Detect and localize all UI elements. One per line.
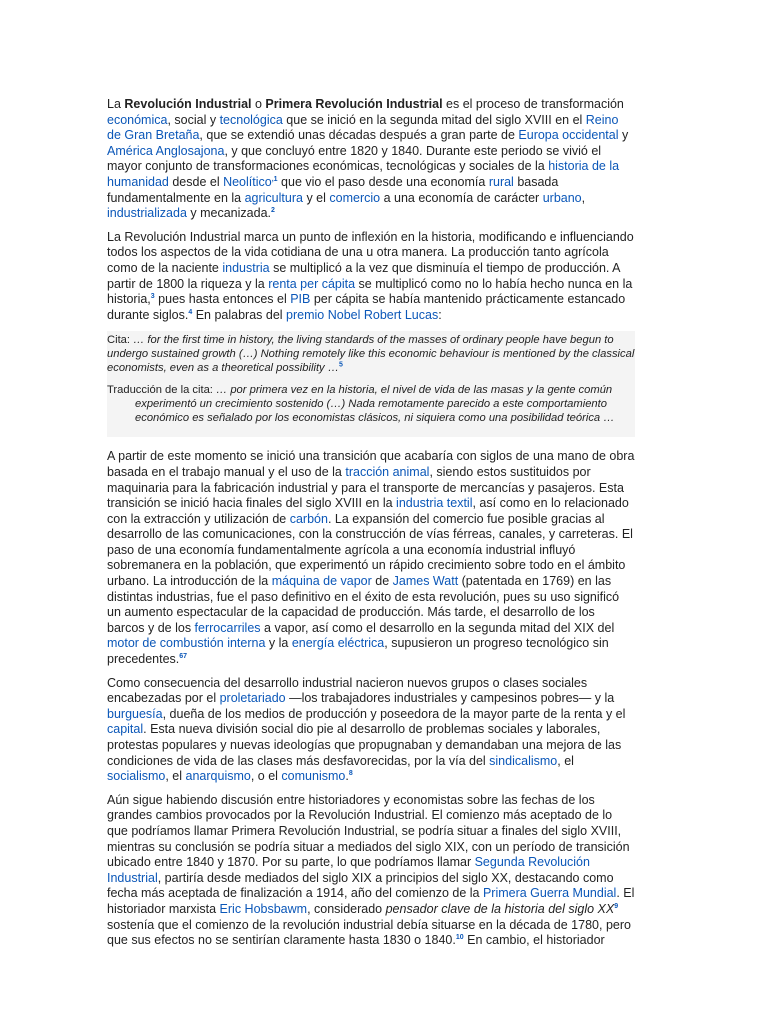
link-industrializada[interactable]: industrializada: [107, 206, 187, 221]
link-urbano[interactable]: urbano: [542, 190, 582, 205]
link-rural[interactable]: rural: [488, 174, 514, 189]
link-traccion-animal[interactable]: tracción animal: [345, 464, 430, 479]
text: y la: [265, 636, 292, 651]
paragraph-intro: [107, 97, 635, 222]
link-historia-humanidad[interactable]: historia de la humanidad: [107, 159, 620, 189]
reference-marker[interactable]: 4: [188, 308, 193, 316]
quote-translation: [107, 383, 635, 425]
reference-marker[interactable]: 2: [271, 207, 275, 214]
reference-marker[interactable]: 67: [179, 652, 188, 660]
link-carbon[interactable]: carbón: [289, 511, 328, 526]
link-reino-gran-bretana[interactable]: Reino de Gran Bretaña: [107, 112, 619, 143]
link-capital[interactable]: capital: [107, 722, 144, 737]
article-body: [107, 97, 635, 957]
text: basada fundamentalmente en la: [107, 174, 559, 205]
text: , o el: [250, 769, 282, 784]
reference-marker[interactable]: 10: [455, 933, 464, 941]
text: Como consecuencia del desarrollo industrial nacieron nuevos grupos o clases sociales encabezadas por el: [107, 675, 588, 706]
text: sostenía que el comienzo de la revolución industrial debía situarse en la década de 1780, pero que sus efectos no se sentirían claramente hasta 1830 o 1840.: [107, 917, 631, 948]
link-neolitico[interactable]: Neolítico: [223, 174, 272, 189]
text: , que se extendió unas décadas después a gran parte de: [199, 128, 519, 143]
text: En cambio, el historiador: [463, 933, 605, 948]
text: o: [251, 97, 266, 111]
text: se multiplicó como no lo había hecho nunca en la historia,: [107, 276, 633, 307]
text: que se inició en la segunda mitad del siglo XVIII en el: [282, 112, 586, 127]
text: —los trabajadores industriales y campesinos pobres— y la: [285, 691, 615, 706]
text: de: [371, 574, 393, 589]
link-energia-electrica[interactable]: energía eléctrica: [291, 636, 385, 651]
text: , partiría desde mediados del siglo XIX a principios del siglo XX, destacando como fecha más aceptada de finalización a 1914, año del comienzo de la: [107, 870, 614, 901]
text: , así como en lo relacionado con la extracción y utilización de: [107, 496, 629, 526]
quote-label: Cita:: [107, 334, 134, 347]
link-socialismo[interactable]: socialismo: [107, 769, 166, 784]
reference-marker[interactable]: ,1: [271, 175, 278, 183]
paragraph-clases-sociales: [107, 676, 635, 785]
text: , y que concluyó entre 1820 y 1840. Durante este periodo se vivió el mayor conjunto de transformaciones económicas, tecnológicas y sociales de la: [107, 143, 602, 174]
translation-text: … por primera vez en la historia, el nivel de vida de las masas y la gente común: [216, 384, 613, 397]
link-eric-hobsbawm[interactable]: Eric Hobsbawm: [219, 901, 308, 916]
reference-marker[interactable]: 9: [614, 902, 619, 910]
reference-marker[interactable]: 5: [338, 361, 343, 369]
link-primera-guerra-mundial[interactable]: Primera Guerra Mundial: [482, 886, 617, 901]
link-europa-occidental[interactable]: Europa occidental: [518, 128, 619, 143]
text: , social y: [167, 112, 220, 127]
text: . La expansión del comercio fue posible gracias al desarrollo de las comunicaciones, con la construcción de vías férreas, canales, y carreteras. El paso de una economía fundamentalmente agrícola a una economía industrial influyó sobremanera en la población, que experimentó un rápido crecimiento sobre todo en el ámbito urbano. La introducción de la: [107, 511, 633, 589]
link-comercio[interactable]: comercio: [329, 190, 381, 205]
link-industria[interactable]: industria: [222, 260, 270, 275]
text: que vio el paso desde una economía: [277, 174, 489, 189]
text: En palabras del: [192, 307, 287, 322]
text: (patentada en 1769) en las distintas industrias, fue el paso definitivo en el éxito de esta revolución, pues su uso significó un aumento espectacular de la capacidad de producción. Más tarde, el desarrollo de los barcos y de los: [107, 574, 620, 635]
link-industria-textil[interactable]: industria textil: [396, 496, 473, 511]
link-motor-combustion[interactable]: motor de combustión interna: [107, 636, 266, 651]
text: pues hasta entonces el: [154, 292, 291, 307]
text: La: [107, 97, 125, 111]
text: y: [618, 128, 629, 143]
paragraph-fechas: [107, 793, 635, 949]
link-sindicalismo[interactable]: sindicalismo: [489, 753, 558, 768]
link-agricultura[interactable]: agricultura: [244, 190, 303, 205]
text: , el: [557, 753, 574, 768]
bold-term: Primera Revolución Industrial: [265, 97, 443, 111]
link-economica[interactable]: económica: [107, 112, 168, 127]
link-robert-lucas[interactable]: premio Nobel Robert Lucas: [286, 307, 439, 322]
paragraph-inflexion: [107, 230, 635, 324]
paragraph-transicion: [107, 449, 635, 667]
text: a vapor, así como el desarrollo en la segunda mitad del XIX del: [260, 620, 615, 635]
link-america-anglosajona[interactable]: América Anglosajona: [107, 143, 225, 158]
text: desde el: [168, 174, 224, 189]
link-james-watt[interactable]: James Watt: [392, 574, 459, 589]
link-ferrocarriles[interactable]: ferrocarriles: [194, 620, 261, 635]
text: es el proceso de transformación: [442, 97, 624, 111]
italic-phrase: pensador clave de la historia del siglo XX: [385, 901, 615, 916]
text: y mecanizada.: [186, 206, 271, 221]
reference-marker[interactable]: 8: [348, 770, 353, 778]
text: :: [438, 307, 442, 322]
text: . Esta nueva división social dio pie al desarrollo de problemas sociales y laborales, protestas populares y nuevas ideologías que propugnaban y demandaban una mejora de las condiciones de vida de las clases más desfavorecidas, por la vía del: [107, 722, 622, 768]
link-proletariado[interactable]: proletariado: [219, 691, 286, 706]
link-anarquismo[interactable]: anarquismo: [185, 769, 251, 784]
text: , el: [165, 769, 186, 784]
link-burguesia[interactable]: burguesía: [107, 706, 163, 721]
text: , siendo estos sustituidos por maquinaria para la fabricación industrial y para el transporte de mercancías y pasajeros. Esta transición se inició hacia finales del siglo XVIII en la: [107, 464, 624, 511]
quote-box: [107, 331, 635, 437]
text: Aún sigue habiendo discusión entre historiadores y economistas sobre las fechas de los grandes cambios provocados por la Revolución Industrial. El comienzo más aceptado de lo que podríamos llamar Primera Revolución Industrial, se podría situar a finales del siglo XVIII, mientras su conclusión se podría situar a mediados del siglo XIX, con un período de transición ubicado entre 1840 y 1870. Por su parte, lo que podríamos llamar: [107, 792, 630, 870]
quote-original: [107, 333, 635, 375]
quote-text: … for the first time in history, the living standards of the masses of ordinary people have begun to undergo sustained growth (…) Nothing remotely like this economic behaviour is mentioned by the classical economists, even as a theoretical possibility …: [107, 334, 635, 375]
text: y el: [302, 190, 330, 205]
text: a una economía de carácter: [380, 190, 543, 205]
translation-text: experimentó un crecimiento sostenido (…) Nada remotamente parecido a este comportamiento económico es señalado por los economistas clásicos, ni siquiera como una posibilidad teórica …: [135, 398, 615, 425]
text: , considerado: [307, 901, 386, 916]
link-maquina-de-vapor[interactable]: máquina de vapor: [271, 574, 372, 589]
text: La Revolución Industrial marca un punto de inflexión en la historia, modificando e influenciando todos los aspectos de la vida cotidiana de una u otra manera. La producción tanto agrícola como de la naciente: [107, 229, 634, 275]
text: .: [345, 769, 349, 784]
reference-marker[interactable]: 3: [150, 292, 155, 300]
link-segunda-revolucion[interactable]: Segunda Revolución Industrial: [107, 855, 590, 885]
text: se multiplicó a la vez que disminuía el tiempo de producción. A partir de 1800 la riqueza y la: [107, 260, 620, 291]
text: , supusieron un progreso tecnológico sin precedentes.: [107, 636, 609, 667]
text: A partir de este momento se inició una transición que acabaría con siglos de una mano de obra basada en el trabajo manual y el uso de la: [107, 449, 635, 479]
text: ,: [581, 190, 586, 205]
bold-term: Revolución Industrial: [124, 97, 252, 111]
link-tecnologica[interactable]: tecnológica: [219, 112, 283, 127]
link-renta-per-capita[interactable]: renta per cápita: [268, 276, 356, 291]
text: , dueña de los medios de producción y poseedora de la mayor parte de la renta y el: [162, 706, 626, 721]
text: . El historiador marxista: [107, 886, 635, 916]
link-pib[interactable]: PIB: [290, 292, 311, 307]
translation-label: Traducción de la cita:: [107, 384, 217, 397]
link-comunismo[interactable]: comunismo: [281, 769, 346, 784]
text: per cápita se había mantenido prácticamente estancado durante siglos.: [107, 292, 626, 322]
